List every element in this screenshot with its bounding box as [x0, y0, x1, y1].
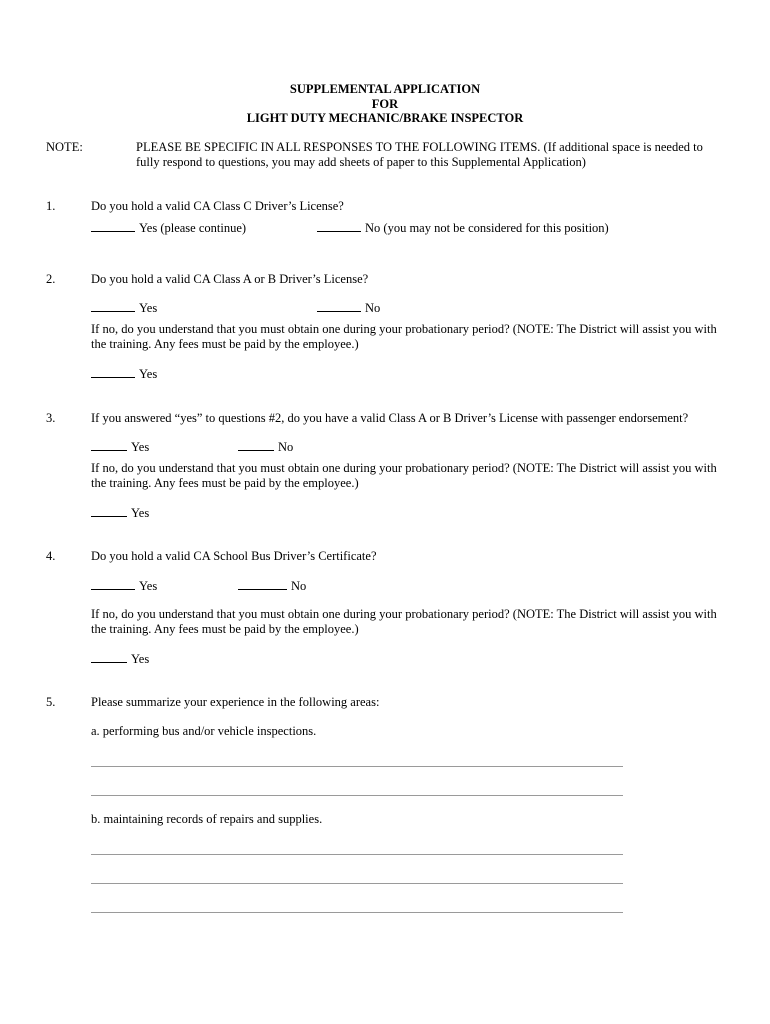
q1-no-option[interactable] [317, 220, 609, 236]
q3-followup-yes-blank[interactable] [91, 505, 127, 517]
q1-no-blank[interactable] [317, 220, 361, 232]
q4-followup-yes-blank[interactable] [91, 651, 127, 663]
title-line-3: LIGHT DUTY MECHANIC/BRAKE INSPECTOR [246, 111, 524, 125]
q5b-answer-line-2[interactable] [91, 883, 623, 884]
q3-followup: If no, do you understand that you must obtain one during your probationary period? (NOTE: The District will assist you with the training. Any fees must be paid by the employee.) [91, 461, 717, 490]
q3-text: If you answered “yes” to questions #2, do you have a valid Class A or B Driver’s License with passenger endorsement? [91, 411, 689, 425]
q4-yes-label: Yes [139, 579, 158, 593]
q5a-answer-line-1[interactable] [91, 766, 623, 767]
q2-yes-label: Yes [139, 301, 158, 315]
q4-yes-blank[interactable] [91, 578, 135, 590]
q2-yes-option[interactable] [91, 300, 157, 316]
q5a-answer-line-2[interactable] [91, 795, 623, 796]
q2-followup: If no, do you understand that you must obtain one during your probationary period? (NOTE: The District will assist you with the training. Any fees must be paid by the employee.) [91, 322, 717, 351]
q4-number: 4. [46, 549, 56, 563]
q2-yes-blank[interactable] [91, 300, 135, 312]
q5-number: 5. [46, 695, 56, 709]
q2-no-label: No [365, 301, 381, 315]
q2-followup-yes-option[interactable] [91, 366, 157, 382]
q3-no-blank[interactable] [238, 439, 274, 451]
note-text: PLEASE BE SPECIFIC IN ALL RESPONSES TO THE FOLLOWING ITEMS. (If additional space is needed to fully respond to questions, you may add sheets of paper to this Supplemental Application) [136, 140, 703, 169]
q5b-answer-line-1[interactable] [91, 854, 623, 855]
q1-number: 1. [46, 199, 56, 213]
q3-yes-label: Yes [131, 440, 150, 454]
q2-text: Do you hold a valid CA Class A or B Driver’s License? [91, 272, 369, 286]
q2-no-blank[interactable] [317, 300, 361, 312]
q4-followup-yes-option[interactable] [91, 651, 149, 667]
q4-yes-option[interactable] [91, 578, 157, 594]
q2-followup-yes-blank[interactable] [91, 366, 135, 378]
title-line-1: SUPPLEMENTAL APPLICATION [289, 82, 481, 96]
q4-text: Do you hold a valid CA School Bus Driver’s Certificate? [91, 549, 377, 563]
q5-part-a: a. performing bus and/or vehicle inspections. [91, 724, 317, 738]
q3-yes-option[interactable] [91, 439, 149, 455]
q5-part-b: b. maintaining records of repairs and supplies. [91, 812, 323, 826]
q5b-answer-line-3[interactable] [91, 912, 623, 913]
q3-yes-blank[interactable] [91, 439, 127, 451]
q3-no-option[interactable] [238, 439, 293, 455]
q4-no-blank[interactable] [238, 578, 287, 590]
q2-no-option[interactable] [317, 300, 380, 316]
q3-number: 3. [46, 411, 56, 425]
q4-no-option[interactable] [238, 578, 306, 594]
q4-followup: If no, do you understand that you must obtain one during your probationary period? (NOTE: The District will assist you with the training. Any fees must be paid by the employee.) [91, 607, 717, 636]
q3-followup-yes-label: Yes [131, 506, 150, 520]
title-line-2: FOR [371, 97, 399, 111]
q1-text: Do you hold a valid CA Class C Driver’s License? [91, 199, 344, 213]
q1-yes-label: Yes (please continue) [139, 221, 247, 235]
q3-followup-yes-option[interactable] [91, 505, 149, 521]
q4-followup-yes-label: Yes [131, 652, 150, 666]
q5-text: Please summarize your experience in the following areas: [91, 695, 380, 709]
q2-followup-yes-label: Yes [139, 367, 158, 381]
q1-yes-blank[interactable] [91, 220, 135, 232]
q1-no-label: No (you may not be considered for this position) [365, 221, 609, 235]
q2-number: 2. [46, 272, 56, 286]
q1-yes-option[interactable] [91, 220, 246, 236]
q3-no-label: No [278, 440, 294, 454]
note-label: NOTE: [46, 140, 83, 154]
q4-no-label: No [291, 579, 307, 593]
